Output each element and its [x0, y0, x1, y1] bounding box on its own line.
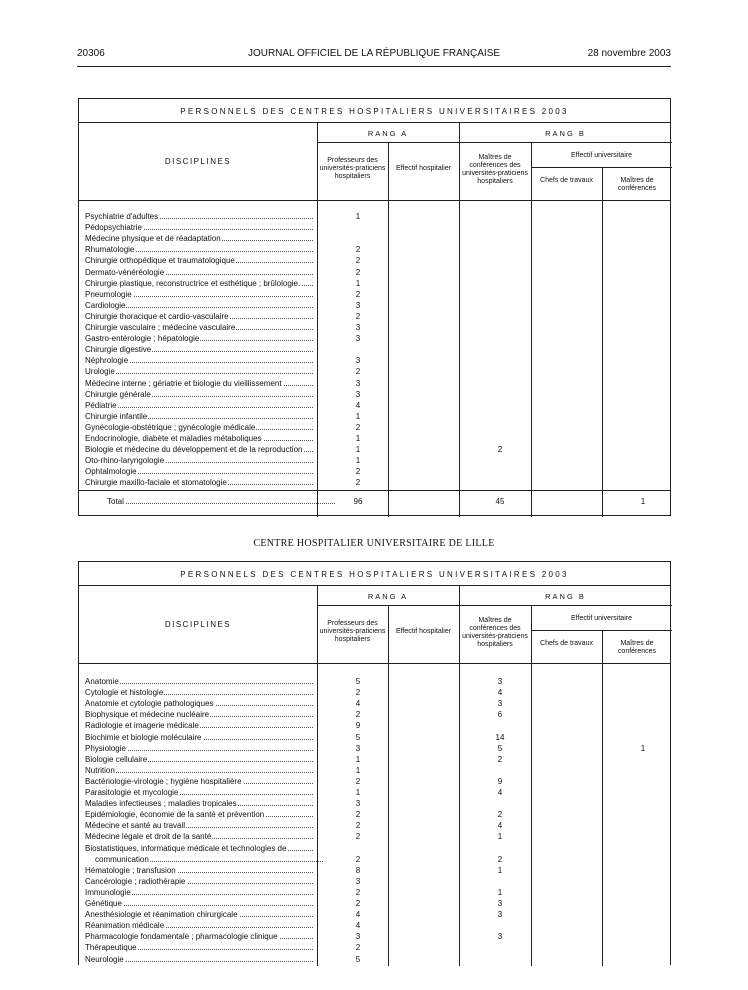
rang-b-header: RANG B — [545, 592, 586, 601]
professeurs-value: 3 — [355, 876, 361, 886]
professeurs-value: 96 — [353, 497, 363, 506]
table-row — [85, 278, 678, 289]
discipline-name: Génétique — [85, 899, 122, 908]
professeurs-value: 3 — [355, 323, 361, 332]
professeurs-value: 1 — [355, 765, 361, 775]
professeurs-value: 3 — [355, 356, 361, 366]
professeurs-header: Professeurs des universités-praticiens hospitaliers — [319, 620, 386, 643]
professeurs-value: 2 — [355, 810, 361, 820]
discipline-name: Bactériologie-virologie ; hygiène hospitalière — [85, 776, 242, 786]
table-row — [85, 765, 678, 776]
table-row — [85, 267, 678, 278]
professeurs-value: 2 — [355, 710, 361, 720]
professeurs-value: 4 — [355, 400, 361, 410]
professeurs-value: 5 — [355, 677, 361, 686]
table-row — [85, 289, 678, 300]
table-row — [85, 920, 678, 931]
maitres-header: Maîtres de conférences des universités-praticiens hospitaliers — [462, 154, 528, 185]
discipline-name: Urologie — [85, 367, 115, 377]
table-row — [85, 300, 678, 311]
disciplines-header: DISCIPLINES — [164, 157, 232, 166]
table-row — [85, 720, 678, 731]
section-title: CENTRE HOSPITALIER UNIVERSITAIRE DE LILLE — [253, 538, 495, 549]
table-row — [85, 876, 678, 887]
maitres-value: 3 — [497, 899, 503, 908]
table-row — [85, 466, 678, 477]
professeurs-value: 2 — [355, 854, 361, 864]
effectif-hospitalier-header: Effectif hospitalier — [395, 628, 452, 635]
professeurs-value: 1 — [355, 445, 361, 455]
table-row — [85, 820, 678, 831]
discipline-name: Physiologie — [85, 743, 126, 753]
professeurs-value: 3 — [355, 799, 361, 809]
table-row — [85, 909, 678, 920]
table-row — [85, 809, 678, 820]
table-row — [85, 776, 678, 787]
discipline-name: Médecine légale et droit de la santé — [85, 832, 212, 842]
table-row — [85, 433, 678, 444]
discipline-name: Biologie et médecine du développement et de la reproduction — [85, 445, 303, 455]
discipline-name: Chirurgie infantile — [85, 411, 148, 421]
table-row — [85, 211, 678, 222]
discipline-name: Médecine et santé au travail — [85, 821, 186, 831]
professeurs-value: 5 — [355, 954, 361, 964]
professeurs-value: 5 — [355, 732, 361, 742]
maitres-value: 1 — [497, 887, 503, 897]
professeurs-value: 2 — [355, 688, 361, 698]
professeurs-value: 2 — [355, 478, 361, 488]
discipline-name: Epidémiologie, économie de la santé et prévention — [85, 810, 265, 820]
table-row — [85, 233, 678, 244]
effectif-hospitalier-header: Effectif hospitalier — [395, 165, 452, 172]
discipline-name: Rhumatologie — [85, 245, 135, 255]
professeurs-value: 3 — [355, 389, 361, 399]
table-row — [85, 865, 678, 876]
page-number: 20306 — [77, 48, 105, 59]
discipline-name: Immunologie — [85, 887, 131, 897]
discipline-name: Total — [107, 497, 124, 506]
professeurs-value: 2 — [355, 267, 361, 277]
professeurs-value: 2 — [355, 899, 361, 908]
divider — [79, 200, 670, 201]
professeurs-value: 2 — [355, 821, 361, 831]
table-row — [85, 333, 678, 344]
table-row — [85, 676, 678, 687]
discipline-name: Cardiologie — [85, 300, 126, 310]
discipline-name: Chirurgie vasculaire ; médecine vasculaire — [85, 323, 236, 332]
table-row — [85, 787, 678, 798]
discipline-name: Biostatistiques, informatique médicale et technologies de — [85, 843, 287, 853]
table-row — [85, 854, 678, 865]
discipline-name: Médecine interne ; gériatrie et biologie du vieillissement — [85, 378, 282, 388]
professeurs-value: 2 — [355, 832, 361, 842]
professeurs-header: Professeurs des universités-praticiens hospitaliers — [319, 157, 386, 180]
table-row — [85, 754, 678, 765]
table-row — [85, 898, 678, 909]
table-row — [85, 222, 678, 233]
professeurs-value: 1 — [355, 788, 361, 797]
disciplines-header: DISCIPLINES — [164, 620, 232, 629]
maitres-value: 6 — [497, 710, 503, 720]
professeurs-value: 4 — [355, 699, 361, 709]
discipline-name: Néphrologie — [85, 356, 129, 366]
professeurs-value: 2 — [355, 422, 361, 432]
maitres-value: 1 — [497, 865, 503, 875]
table-row — [85, 422, 678, 433]
discipline-name: Médecine physique et de réadaptation — [85, 234, 221, 244]
discipline-name: Gastro-entérologie ; hépatologie — [85, 334, 200, 344]
journal-title: JOURNAL OFFICIEL DE LA RÉPUBLIQUE FRANÇAISE — [247, 48, 501, 59]
discipline-name: Endocrinologie, diabète et maladies métaboliques — [85, 434, 262, 443]
table-row — [85, 687, 678, 698]
divider — [79, 585, 670, 586]
discipline-name: Neurologie — [85, 954, 124, 964]
table-row — [85, 444, 678, 455]
table-row — [85, 378, 678, 389]
professeurs-value: 3 — [355, 743, 361, 753]
discipline-name: Ophtalmologie — [85, 467, 137, 477]
professeurs-value: 2 — [355, 467, 361, 477]
table-row — [85, 887, 678, 898]
chefs-header: Chefs de travaux — [540, 640, 593, 647]
discipline-name: Biophysique et médecine nucléaire — [85, 710, 210, 720]
discipline-name: Dermato-vénéréologie — [85, 267, 165, 277]
maitres-value: 1 — [497, 832, 503, 842]
table-row — [85, 322, 678, 333]
table-title: PERSONNELS DES CENTRES HOSPITALIERS UNIVERSITAIRES 2003 — [180, 570, 569, 579]
table-row — [85, 843, 678, 854]
maitres-value: 4 — [497, 788, 503, 797]
discipline-name: Chirurgie thoracique et cardio-vasculaire — [85, 311, 229, 321]
discipline-name: Anatomie et cytologie pathologiques — [85, 699, 214, 709]
discipline-name: Cancérologie ; radiothérapie — [85, 876, 186, 886]
table-title: PERSONNELS DES CENTRES HOSPITALIERS UNIVERSITAIRES 2003 — [180, 107, 569, 116]
maitres-value: 14 — [495, 732, 505, 742]
maitres-value: 3 — [497, 699, 503, 709]
total-row — [85, 496, 678, 507]
table-row — [85, 698, 678, 709]
maitres-header: Maîtres de conférences des universités-praticiens hospitaliers — [462, 617, 528, 648]
professeurs-value: 2 — [355, 367, 361, 377]
professeurs-value: 2 — [355, 256, 361, 266]
discipline-name: Pédiatrie — [85, 400, 117, 410]
professeurs-value: 2 — [355, 776, 361, 786]
table-row — [85, 743, 678, 754]
maitres-value: 2 — [497, 754, 503, 764]
discipline-name: Thérapeutique — [85, 943, 137, 953]
divider — [531, 630, 672, 631]
discipline-name: Chirurgie générale — [85, 389, 151, 399]
maitres-value: 5 — [497, 743, 503, 753]
discipline-name: Pneumologie — [85, 289, 132, 299]
professeurs-value: 4 — [355, 921, 361, 931]
discipline-name: Réanimation médicale — [85, 921, 165, 931]
table-row — [85, 311, 678, 322]
maitres-value: 2 — [497, 445, 503, 455]
discipline-name: Oto-rhino-laryngologie — [85, 456, 165, 466]
rang-a-header: RANG A — [367, 129, 409, 138]
effectif-universitaire-header: Effectif universitaire — [571, 615, 632, 622]
maitres-conf-header: Maîtres de conférences — [617, 177, 657, 192]
rang-a-header: RANG A — [367, 592, 409, 601]
maitres-value: 9 — [497, 776, 503, 786]
professeurs-value: 1 — [355, 456, 361, 466]
discipline-name: Gynécologie-obstétrique ; gynécologie médicale — [85, 422, 256, 432]
maitres-value: 2 — [497, 854, 503, 864]
table-row — [85, 954, 678, 965]
chefs-header: Chefs de travaux — [540, 177, 593, 184]
page-header — [77, 48, 671, 66]
table-chu-2003-part1 — [78, 98, 671, 516]
discipline-name: Chirurgie plastique, reconstructrice et esthétique ; brûlologie. — [85, 278, 301, 288]
table-row — [85, 255, 678, 266]
table-row — [85, 411, 678, 422]
table-row — [85, 344, 678, 355]
table-row — [85, 366, 678, 377]
maitres-value: 4 — [497, 821, 503, 831]
discipline-name: Hématologie ; transfusion — [85, 865, 176, 875]
effectif-universitaire-header: Effectif universitaire — [571, 152, 632, 159]
discipline-name: Anatomie — [85, 677, 119, 686]
professeurs-value: 2 — [355, 245, 361, 255]
discipline-name: communication — [95, 854, 149, 864]
professeurs-value: 3 — [355, 334, 361, 344]
divider — [79, 663, 670, 664]
professeurs-value: 2 — [355, 289, 361, 299]
maitres-value: 2 — [497, 810, 503, 820]
divider — [531, 167, 672, 168]
table-row — [85, 798, 678, 809]
professeurs-value: 1 — [355, 212, 361, 221]
table-row — [85, 455, 678, 466]
table-chu-lille — [78, 561, 671, 965]
professeurs-value: 8 — [355, 865, 361, 875]
professeurs-value: 9 — [355, 721, 361, 731]
discipline-name: Parasitologie et mycologie — [85, 788, 179, 797]
table-row — [85, 942, 678, 953]
rang-b-header: RANG B — [545, 129, 586, 138]
maitres-conf-header: Maîtres de conférences — [617, 640, 657, 655]
table-row — [85, 355, 678, 366]
professeurs-value: 1 — [355, 754, 361, 764]
discipline-name: Biologie cellulaire — [85, 754, 148, 764]
discipline-name: Pédopsychiatrie — [85, 223, 142, 233]
discipline-name: Maladies infectieuses ; maladies tropicales — [85, 799, 237, 809]
professeurs-value: 1 — [355, 278, 361, 288]
discipline-name: Biochimie et biologie moléculaire — [85, 732, 202, 742]
table-row — [85, 709, 678, 720]
professeurs-value: 1 — [355, 411, 361, 421]
table-row — [85, 831, 678, 842]
discipline-name: Chirurgie orthopédique et traumatologique — [85, 256, 235, 266]
professeurs-value: 4 — [355, 910, 361, 920]
discipline-name: Pharmacologie fondamentale ; pharmacologie clinique — [85, 932, 278, 942]
discipline-name: Chirurgie maxillo-faciale et stomatologie — [85, 478, 227, 488]
maitres-value: 3 — [497, 932, 503, 942]
maitres-value: 4 — [497, 688, 503, 698]
professeurs-value: 2 — [355, 887, 361, 897]
divider — [79, 490, 670, 491]
professeurs-value: 3 — [355, 932, 361, 942]
maitres-conf-value: 1 — [640, 497, 646, 506]
table-row — [85, 931, 678, 942]
divider — [317, 605, 672, 606]
professeurs-value: 3 — [355, 300, 361, 310]
maitres-value: 45 — [495, 497, 505, 506]
professeurs-value: 1 — [355, 434, 361, 443]
maitres-conf-value: 1 — [640, 743, 646, 753]
publication-date: 28 novembre 2003 — [587, 48, 671, 59]
header-rule — [77, 66, 671, 67]
table-row — [85, 477, 678, 488]
divider — [79, 122, 670, 123]
maitres-value: 3 — [497, 910, 503, 920]
professeurs-value: 3 — [355, 378, 361, 388]
discipline-name: Chirurgie digestive — [85, 345, 152, 355]
discipline-name: Nutrition — [85, 765, 115, 775]
discipline-name: Psychiatrie d'adultes — [85, 212, 159, 221]
discipline-name: Radiologie et imagerie médicale — [85, 721, 199, 731]
discipline-name: Cytologie et histologie — [85, 688, 164, 698]
table-row — [85, 244, 678, 255]
maitres-value: 3 — [497, 677, 503, 686]
table-row — [85, 400, 678, 411]
discipline-name: Anesthésiologie et réanimation chirurgicale — [85, 910, 238, 920]
table-row — [85, 732, 678, 743]
table-row — [85, 389, 678, 400]
professeurs-value: 2 — [355, 943, 361, 953]
professeurs-value: 2 — [355, 311, 361, 321]
divider — [317, 142, 672, 143]
